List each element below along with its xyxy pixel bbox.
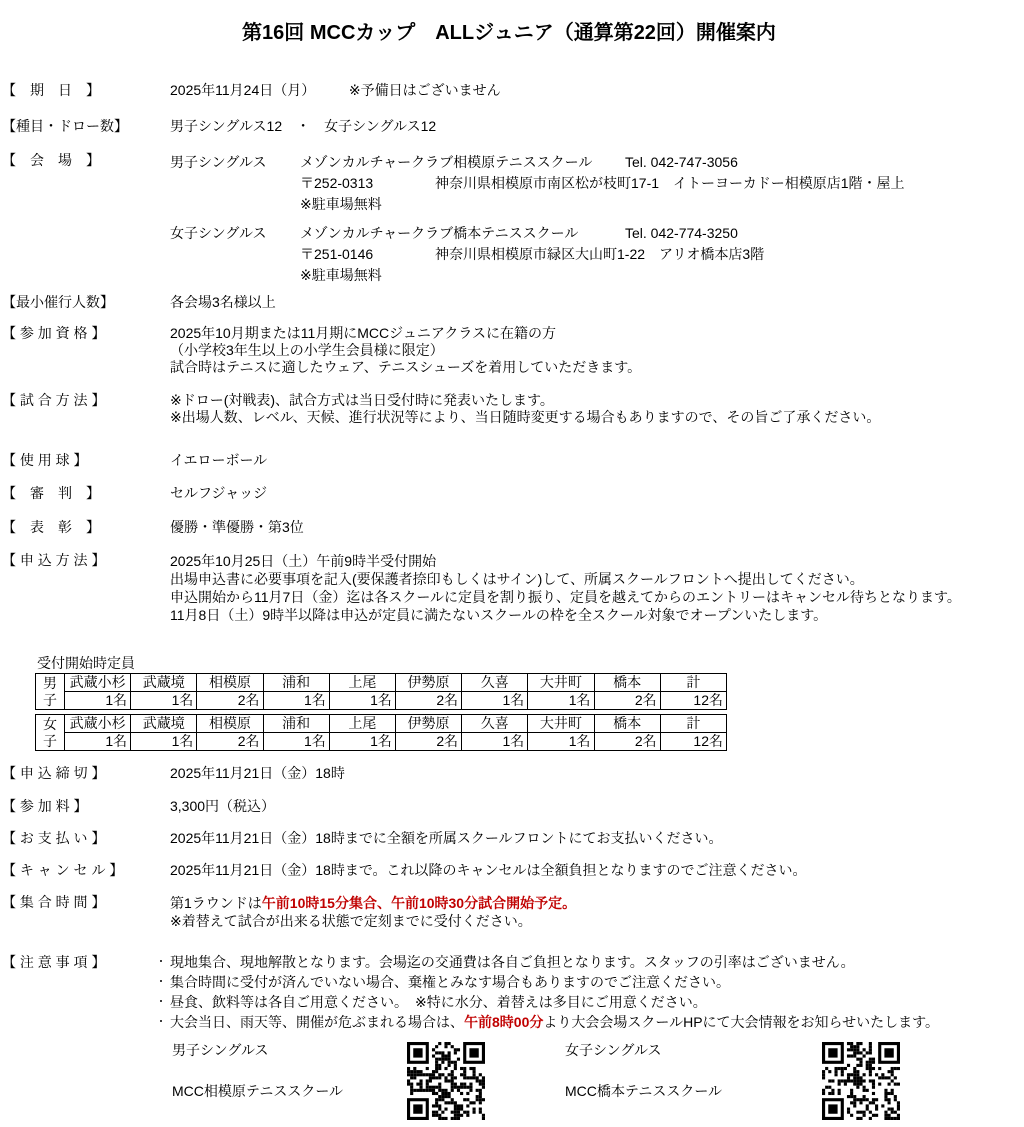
school-header: 上尾: [329, 715, 395, 733]
section-application-deadline: [2, 765, 1016, 782]
venue-tel: Tel. 042-747-3056: [625, 154, 738, 170]
event-date-note: ※予備日はございません: [348, 82, 501, 98]
application-line: 出場申込書に必要事項を記入(要保護者捺印もしくはサイン)して、所属スクールフロントへ提出してください。: [170, 571, 864, 587]
section-label: 【 申 込 締 切 】: [2, 765, 106, 781]
footer-category: 女子シングルス: [565, 1042, 662, 1058]
section-label: 【 注 意 事 項 】: [2, 954, 106, 970]
section-label: 【 キ ャ ン セ ル 】: [2, 862, 124, 878]
venue-address: 神奈川県相模原市南区松が枝町17-1 イトーヨーカドー相模原店1階・屋上: [435, 175, 905, 191]
venue-name: メゾンカルチャークラブ相模原テニススクール: [300, 154, 593, 170]
school-header: 大井町: [528, 715, 594, 733]
school-header: 久喜: [462, 715, 528, 733]
section-label: 【 使 用 球 】: [2, 452, 88, 468]
cancellation-value: 2025年11月21日（金）18時まで。これ以降のキャンセルは全額負担となりますのでご注意ください。: [170, 862, 807, 878]
section-label: 【 集 合 時 間 】: [2, 894, 106, 910]
section-venues: [2, 152, 1016, 286]
bullet-icon: ・: [155, 956, 167, 968]
precaution-item: ・ 集合時間に受付が済んでいない場合、棄権とみなす場合もありますのでご注意ください。: [170, 974, 1016, 991]
group-cell: 男子: [36, 674, 65, 710]
section-awards: [2, 519, 1016, 536]
school-header: 伊勢原: [395, 674, 461, 692]
capacity-cell: 2名: [395, 692, 461, 710]
capacity-cell: 1名: [329, 733, 395, 751]
eligibility-line: 試合時はテニスに適したウェア、テニスシューズを着用していただきます。: [170, 359, 642, 375]
application-line: 申込開始から11月7日（金）迄は各スクールに定員を割り振り、定員を越えてからのエントリーはキャンセル待ちとなります。: [170, 589, 961, 605]
venue-men: [170, 152, 1016, 215]
capacity-cell: 1名: [329, 692, 395, 710]
capacity-cell: 1名: [131, 733, 197, 751]
match-format-line: ※ドロー(対戦表)、試合方式は当日受付時に発表いたします。: [170, 392, 554, 408]
capacity-cell: 2名: [594, 692, 660, 710]
section-application-method: [2, 552, 1016, 624]
bullet-icon: ・: [155, 996, 167, 1008]
ball-value: イエローボール: [170, 452, 268, 468]
bullet-icon: ・: [155, 976, 167, 988]
capacity-cell: 1名: [462, 733, 528, 751]
section-meeting-time: [2, 894, 1016, 930]
footer-men: [172, 1042, 407, 1100]
minimum-participants-value: 各会場3名様以上: [170, 294, 276, 310]
entry-fee-value: 3,300円（税込）: [170, 798, 276, 814]
eligibility-line: 2025年10月期または11月期にMCCジュニアクラスに在籍の方: [170, 325, 557, 341]
section-label: 【 審 判 】: [2, 485, 100, 501]
capacity-cell: 12名: [660, 692, 726, 710]
deadline-value: 2025年11月21日（金）18時: [170, 765, 345, 781]
section-label: 【最小催行人数】: [2, 294, 114, 310]
event-date: 2025年11月24日（月）: [170, 82, 316, 98]
events-value: 男子シングルス12 ・ 女子シングルス12: [170, 118, 437, 134]
capacity-cell: 1名: [65, 733, 131, 751]
venue-parking-note: ※駐車場無料: [300, 196, 382, 212]
footer-category: 男子シングルス: [172, 1042, 269, 1058]
school-header: 計: [660, 715, 726, 733]
section-umpire: [2, 485, 1016, 502]
section-label: 【 期 日 】: [2, 82, 100, 98]
school-header: 武蔵小杉: [65, 674, 131, 692]
section-label: 【 会 場 】: [2, 152, 100, 168]
bullet-icon: ・: [155, 1016, 167, 1028]
capacity-cell: 1名: [263, 692, 329, 710]
school-header: 橋本: [594, 715, 660, 733]
school-header: 相模原: [197, 715, 263, 733]
capacity-cell: 1名: [65, 692, 131, 710]
section-label: 【 参 加 資 格 】: [2, 325, 106, 341]
capacity-cell: 12名: [660, 733, 726, 751]
school-header: 上尾: [329, 674, 395, 692]
school-header: 武蔵小杉: [65, 715, 131, 733]
capacity-cell: 2名: [395, 733, 461, 751]
venue-women: [170, 223, 1016, 286]
school-header: 浦和: [263, 715, 329, 733]
capacity-cell: 1名: [528, 733, 594, 751]
umpire-value: セルフジャッジ: [170, 485, 268, 501]
capacity-table-boys: [35, 673, 727, 710]
capacity-section: [35, 655, 1016, 751]
footer-school: MCC橋本テニススクール: [565, 1083, 723, 1099]
capacity-table-title: 受付開始時定員: [37, 655, 135, 671]
school-header: 武蔵境: [131, 715, 197, 733]
section-events: [2, 118, 1016, 135]
venue-postal-code: 〒251-0146: [300, 246, 374, 262]
meeting-time-line: 第1ラウンドは午前10時15分集合、午前10時30分試合開始予定。: [170, 895, 577, 911]
section-match-format: [2, 392, 1016, 426]
footer-women: [565, 1042, 822, 1100]
meeting-time-highlight: 午前10時15分集合、午前10時30分試合開始予定。: [261, 895, 577, 911]
capacity-cell: 2名: [594, 733, 660, 751]
venue-category: 女子シングルス: [170, 225, 267, 241]
school-header: 大井町: [528, 674, 594, 692]
venue-name: メゾンカルチャークラブ橋本テニススクール: [300, 225, 579, 241]
section-ball: [2, 452, 1016, 469]
precaution-item: ・ 現地集合、現地解散となります。会場迄の交通費は各自ご負担となります。スタッフの引率はございません。: [170, 954, 1016, 971]
awards-value: 優勝・準優勝・第3位: [170, 519, 304, 535]
section-label: 【 申 込 方 法 】: [2, 552, 106, 568]
precaution-highlight: 午前8時00分: [464, 1014, 544, 1030]
footer: [172, 1042, 1016, 1120]
qr-code-sagamihara-school: [407, 1042, 485, 1120]
section-label: 【 お 支 払 い 】: [2, 830, 106, 846]
school-header: 浦和: [263, 674, 329, 692]
application-line: 2025年10月25日（土）午前9時半受付開始: [170, 553, 437, 569]
section-label: 【種目・ドロー数】: [2, 118, 128, 134]
section-cancellation: [2, 862, 1016, 879]
school-header: 久喜: [462, 674, 528, 692]
group-cell: 女子: [36, 715, 65, 751]
meeting-time-note: ※着替えて試合が出来る状態で定刻までに受付ください。: [170, 913, 532, 929]
capacity-cell: 2名: [197, 692, 263, 710]
capacity-cell: 1名: [263, 733, 329, 751]
school-header: 相模原: [197, 674, 263, 692]
application-line: 11月8日（土）9時半以降は申込が定員に満たないスクールの枠を全スクール対象でオープンいたします。: [170, 607, 828, 623]
payment-value: 2025年11月21日（金）18時までに全額を所属スクールフロントにてお支払いください。: [170, 830, 723, 846]
section-payment: [2, 830, 1016, 847]
school-header: 伊勢原: [395, 715, 461, 733]
school-header: 計: [660, 674, 726, 692]
page-title: 第16回 MCCカップ ALLジュニア（通算第22回）開催案内: [242, 22, 776, 44]
section-date: [2, 82, 1016, 99]
section-precautions: [2, 954, 1016, 1034]
school-header: 武蔵境: [131, 674, 197, 692]
footer-school: MCC相模原テニススクール: [172, 1083, 344, 1099]
venue-postal-code: 〒252-0313: [300, 175, 374, 191]
capacity-cell: 1名: [528, 692, 594, 710]
capacity-cell: 2名: [197, 733, 263, 751]
match-format-line: ※出場人数、レベル、天候、進行状況等により、当日随時変更する場合もありますので、その旨ご了承ください。: [170, 409, 881, 425]
section-minimum-participants: [2, 294, 1016, 311]
school-header: 橋本: [594, 674, 660, 692]
precaution-item: ・ 大会当日、雨天等、開催が危ぶまれる場合は、午前8時00分より大会会場スクールHPにて大会情報をお知らせいたします。: [170, 1014, 1016, 1031]
section-label: 【 参 加 料 】: [2, 798, 88, 814]
section-eligibility: [2, 325, 1016, 376]
capacity-cell: 1名: [462, 692, 528, 710]
capacity-table-girls: [35, 714, 727, 751]
qr-code-hashimoto-school: [822, 1042, 900, 1120]
section-entry-fee: [2, 798, 1016, 815]
venue-category: 男子シングルス: [170, 154, 267, 170]
venue-tel: Tel. 042-774-3250: [625, 225, 738, 241]
section-label: 【 表 彰 】: [2, 519, 100, 535]
eligibility-line: （小学校3年生以上の小学生会員様に限定）: [170, 342, 444, 358]
venue-address: 神奈川県相模原市緑区大山町1-22 アリオ橋本店3階: [435, 246, 765, 262]
venue-parking-note: ※駐車場無料: [300, 267, 382, 283]
precaution-item: ・ 昼食、飲料等は各自ご用意ください。 ※特に水分、着替えは多目にご用意ください。: [170, 994, 1016, 1011]
capacity-cell: 1名: [131, 692, 197, 710]
section-label: 【 試 合 方 法 】: [2, 392, 106, 408]
